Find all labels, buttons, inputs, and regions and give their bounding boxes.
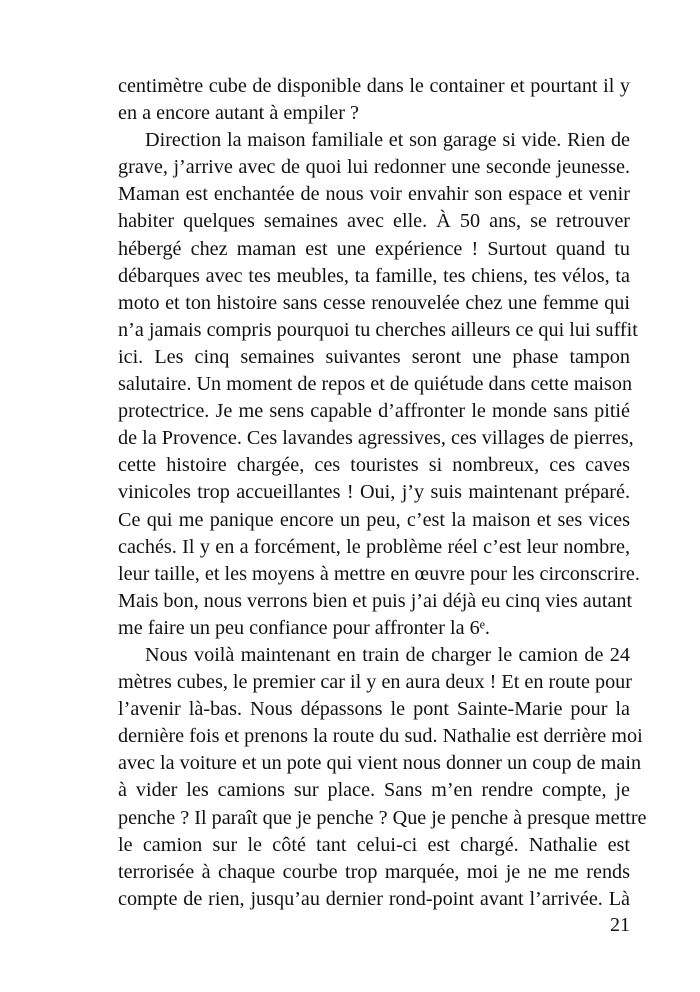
text-line: leur taille, et les moyens à mettre en œuvre pour les circonscrire. bbox=[118, 562, 640, 585]
text-line: dernière fois et prenons la route du sud. Nathalie est derrière moi bbox=[118, 725, 643, 748]
text-line: mètres cubes, le premier car il y en aura deux ! Et en route pour bbox=[118, 671, 633, 694]
paragraph bbox=[118, 73, 630, 127]
text-line: n’a jamais compris pourquoi tu cherches ailleurs ce qui lui suffit bbox=[118, 318, 638, 341]
text-line: Mais bon, nous verrons bien et puis j’ai déjà eu cinq vies autant bbox=[118, 589, 633, 612]
text-line: hébergé chez maman est une expérience ! Surtout quand tu bbox=[118, 237, 630, 260]
text-line: en a encore autant à empiler ? bbox=[118, 102, 359, 125]
text-line: débarques avec tes meubles, ta famille, tes chiens, tes vélos, ta bbox=[118, 264, 630, 287]
text-line: cette histoire chargée, ces touristes si nombreux, ces caves bbox=[118, 454, 630, 477]
text-line: Nous voilà maintenant en train de charger le camion de 24 bbox=[145, 643, 630, 666]
text-line: me faire un peu confiance pour affronter la 6ᵉ. bbox=[118, 616, 490, 639]
text-line: habiter quelques semaines avec elle. À 50 ans, se retrouver bbox=[118, 210, 630, 233]
text-line: le camion sur le côté tant celui-ci est chargé. Nathalie est bbox=[118, 833, 630, 856]
text-line: Direction la maison familiale et son garage si vide. Rien de bbox=[145, 129, 630, 152]
text-line: Ce qui me panique encore un peu, c’est la maison et ses vices bbox=[118, 508, 630, 531]
text-line: l’avenir là-bas. Nous dépassons le pont Sainte-Marie pour la bbox=[118, 698, 630, 721]
text-line: cachés. Il y en a forcément, le problème réel c’est leur nombre, bbox=[118, 535, 630, 558]
body-text bbox=[118, 73, 647, 913]
text-line: ici. Les cinq semaines suivantes seront une phase tampon bbox=[118, 345, 630, 368]
text-line: salutaire. Un moment de repos et de quiétude dans cette maison bbox=[118, 373, 633, 396]
text-line: terrorisée à chaque courbe trop marquée, moi je ne me rends bbox=[118, 860, 630, 883]
text-line: grave, j’arrive avec de quoi lui redonner une seconde jeunesse. bbox=[118, 156, 630, 179]
paragraph bbox=[118, 127, 640, 642]
text-line: à vider les camions sur place. Sans m’en rendre compte, je bbox=[118, 779, 630, 802]
text-line: moto et ton histoire sans cesse renouvelée chez une femme qui bbox=[118, 291, 630, 314]
page-number: 21 bbox=[610, 914, 630, 936]
text-line: compte de rien, jusqu’au dernier rond-point avant l’arrivée. Là bbox=[118, 887, 630, 910]
text-line: penche ? Il paraît que je penche ? Que je penche à presque mettre bbox=[118, 806, 647, 829]
text-line: de la Provence. Ces lavandes agressives, ces villages de pierres, bbox=[118, 427, 634, 450]
text-line: vinicoles trop accueillantes ! Oui, j’y suis maintenant préparé. bbox=[118, 481, 630, 504]
text-line: centimètre cube de disponible dans le container et pourtant il y bbox=[118, 75, 630, 97]
text-line: avec la voiture et un pote qui vient nous donner un coup de main bbox=[118, 752, 642, 775]
text-line: protectrice. Je me sens capable d’affronter le monde sans pitié bbox=[118, 400, 630, 423]
paragraph bbox=[118, 642, 647, 913]
text-line: Maman est enchantée de nous voir envahir son espace et venir bbox=[118, 183, 630, 206]
